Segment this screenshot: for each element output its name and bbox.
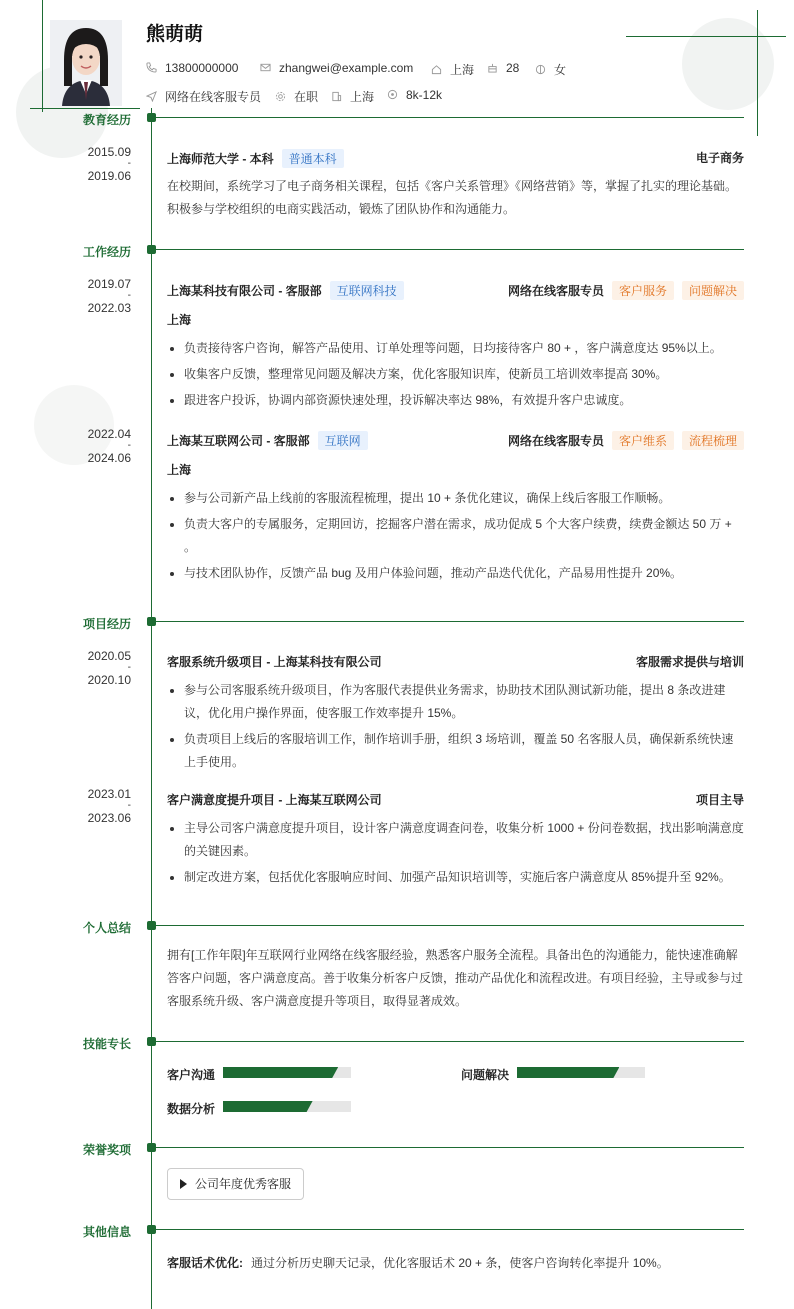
list-item: 参与公司客服系统升级项目，作为客服代表提供业务需求，协助技术团队测试新功能，提出 8 条改进建议，优化用户操作界面，使客服工作效率提升 15%。 xyxy=(167,679,744,725)
phone-icon xyxy=(146,62,157,73)
salary-text: 8k-12k xyxy=(406,88,443,102)
skill-bar-fill xyxy=(517,1067,619,1078)
decor-line xyxy=(42,0,43,112)
work-role: 网络在线客服专员 xyxy=(507,284,604,298)
section-dot xyxy=(147,921,156,930)
gender-icon xyxy=(535,64,546,75)
list-item: 参与公司新产品上线前的客服流程梳理，提出 10 + 条优化建议，确保上线后客服工作顺畅。 xyxy=(167,487,744,510)
decor-line xyxy=(30,108,140,109)
skill-tag: 问题解决 xyxy=(682,281,744,300)
skill-bar xyxy=(223,1101,351,1112)
gender-text: 女 xyxy=(554,63,567,77)
section-title-awards: 荣誉奖项 xyxy=(82,1143,131,1157)
project-date: 2023.01 - 2023.06 xyxy=(87,787,131,825)
skill-bar xyxy=(517,1067,645,1078)
company-title: 上海某互联网公司 - 客服部 xyxy=(167,434,310,448)
building-icon xyxy=(331,91,342,102)
section-title-work: 工作经历 xyxy=(82,245,131,259)
education-header xyxy=(167,149,744,168)
award-text: 公司年度优秀客服 xyxy=(195,1177,292,1191)
project-header xyxy=(167,653,744,670)
send-icon xyxy=(146,91,157,102)
status-info xyxy=(275,88,318,105)
decor-circle xyxy=(682,18,774,110)
phone-info xyxy=(146,61,238,75)
home-icon xyxy=(431,64,442,75)
target-city-info xyxy=(331,88,374,105)
work-date: 2019.07 - 2022.03 xyxy=(87,277,131,315)
other-info xyxy=(167,1254,744,1271)
list-item: 跟进客户投诉，协调内部资源快速处理，投诉解决率达 98%，有效提升客户忠诚度。 xyxy=(167,389,744,412)
industry-tag: 互联网科技 xyxy=(330,281,404,300)
project-bullets xyxy=(167,817,744,892)
play-icon xyxy=(180,1179,187,1189)
skill-name: 客户沟通 xyxy=(167,1068,216,1082)
section-divider xyxy=(156,249,744,250)
project-header xyxy=(167,791,744,808)
section-title-summary: 个人总结 xyxy=(82,921,131,935)
avatar-portrait-icon xyxy=(50,20,122,106)
age-text: 28 xyxy=(506,61,520,75)
award-item xyxy=(167,1168,304,1200)
email-info xyxy=(260,61,413,75)
skill-bar xyxy=(223,1067,351,1078)
skill-tag: 客户服务 xyxy=(612,281,674,300)
job-info xyxy=(146,88,261,105)
target-city-text: 上海 xyxy=(350,90,375,104)
project-role: 项目主导 xyxy=(695,793,744,807)
list-item: 收集客户反馈，整理常见问题及解决方案，优化客服知识库，使新员工培训效率提高 30%。 xyxy=(167,363,744,386)
decor-line xyxy=(757,10,758,136)
industry-tag: 互联网 xyxy=(318,431,368,450)
skill-bar-fill xyxy=(223,1067,338,1078)
project-role: 客服需求提供与培训 xyxy=(635,655,744,669)
project-title: 客服系统升级项目 - 上海某科技有限公司 xyxy=(167,655,382,669)
candidate-name: 熊萌萌 xyxy=(146,24,204,45)
job-text: 网络在线客服专员 xyxy=(165,90,262,104)
section-divider xyxy=(156,925,744,926)
section-divider xyxy=(156,1147,744,1148)
work-bullets xyxy=(167,337,744,415)
work-header xyxy=(167,431,744,450)
phone-text: 13800000000 xyxy=(165,61,239,75)
work-role: 网络在线客服专员 xyxy=(507,434,604,448)
status-text: 在职 xyxy=(294,90,319,104)
section-dot xyxy=(147,617,156,626)
list-item: 制定改进方案，包括优化客服响应时间、加强产品知识培训等，实施后客户满意度从 85%提升至 92%。 xyxy=(167,866,744,889)
section-title-skills: 技能专长 xyxy=(82,1037,131,1051)
education-date: 2015.09 - 2019.06 xyxy=(87,145,131,183)
mail-icon xyxy=(260,62,271,73)
project-date: 2020.05 - 2020.10 xyxy=(87,649,131,687)
list-item: 负责项目上线后的客服培训工作，制作培训手册，组织 3 场培训，覆盖 50 名客服人员，确保新系统快速上手使用。 xyxy=(167,728,744,774)
list-item: 与技术团队协作，反馈产品 bug 及用户体验问题，推动产品迭代优化，产品易用性提升 20%。 xyxy=(167,562,744,585)
avatar xyxy=(50,20,122,106)
gender-info xyxy=(535,61,566,78)
major: 电子商务 xyxy=(695,151,744,165)
section-divider xyxy=(156,621,744,622)
project-title: 客户满意度提升项目 - 上海某互联网公司 xyxy=(167,793,382,807)
section-divider xyxy=(156,1229,744,1230)
education-desc: 在校期间，系统学习了电子商务相关课程，包括《客户关系管理》《网络营销》等，掌握了扎实的理论基础。积极参与学校组织的电商实践活动，锻炼了团队协作和沟通能力。 xyxy=(167,179,738,216)
work-header xyxy=(167,281,744,300)
section-title-education: 教育经历 xyxy=(82,113,131,127)
work-city: 上海 xyxy=(167,463,192,477)
gear-icon xyxy=(275,91,286,102)
skill-tag: 流程梳理 xyxy=(682,431,744,450)
section-dot xyxy=(147,245,156,254)
skill-name: 问题解决 xyxy=(461,1068,510,1082)
section-dot xyxy=(147,1143,156,1152)
other-label: 客服话术优化: xyxy=(167,1256,243,1270)
work-city: 上海 xyxy=(167,313,192,327)
section-dot xyxy=(147,1225,156,1234)
summary-text: 拥有[工作年限]年互联网行业网络在线客服经验，熟悉客户服务全流程。具备出色的沟通能力，能快速准确解答客户问题，客户满意度高。善于收集分析客户反馈，推动产品优化和流程改进。有项目经验，主导或参与过客服系统升级、客户满意度提升等项目，取得显著成效。 xyxy=(167,948,744,1008)
other-text: 通过分析历史聊天记录，优化客服话术 20 + 条，使客户咨询转化率提升 10%。 xyxy=(251,1256,669,1270)
section-divider xyxy=(156,117,744,118)
degree-tag: 普通本科 xyxy=(282,149,344,168)
work-bullets xyxy=(167,487,744,588)
list-item: 负责接待客户咨询，解答产品使用、订单处理等问题，日均接待客户 80 + ，客户满意度达 95%以上。 xyxy=(167,337,744,360)
skill-tag: 客户维系 xyxy=(612,431,674,450)
age-info xyxy=(487,61,519,75)
company-title: 上海某科技有限公司 - 客服部 xyxy=(167,284,322,298)
section-divider xyxy=(156,1041,744,1042)
salary-info xyxy=(387,88,442,102)
list-item: 主导公司客户满意度提升项目，设计客户满意度调查问卷，收集分析 1000 + 份问卷数据，找出影响满意度的关键因素。 xyxy=(167,817,744,863)
section-dot xyxy=(147,1037,156,1046)
section-title-other: 其他信息 xyxy=(82,1225,131,1239)
skill-bar-fill xyxy=(223,1101,313,1112)
project-bullets xyxy=(167,679,744,777)
school-title: 上海师范大学 - 本科 xyxy=(167,152,274,166)
skill-name: 数据分析 xyxy=(167,1102,216,1116)
cake-icon xyxy=(487,62,498,73)
city-text: 上海 xyxy=(450,63,475,77)
work-date: 2022.04 - 2024.06 xyxy=(87,427,131,465)
list-item: 负责大客户的专属服务，定期回访，挖掘客户潜在需求，成功促成 5 个大客户续费，续费金额达 50 万 + 。 xyxy=(167,513,744,559)
section-dot xyxy=(147,113,156,122)
timeline-line xyxy=(151,108,152,1309)
city-info xyxy=(431,61,474,78)
coin-icon xyxy=(387,89,398,100)
section-title-project: 项目经历 xyxy=(82,617,131,631)
decor-line xyxy=(626,36,786,37)
email-text: zhangwei@example.com xyxy=(279,61,414,75)
